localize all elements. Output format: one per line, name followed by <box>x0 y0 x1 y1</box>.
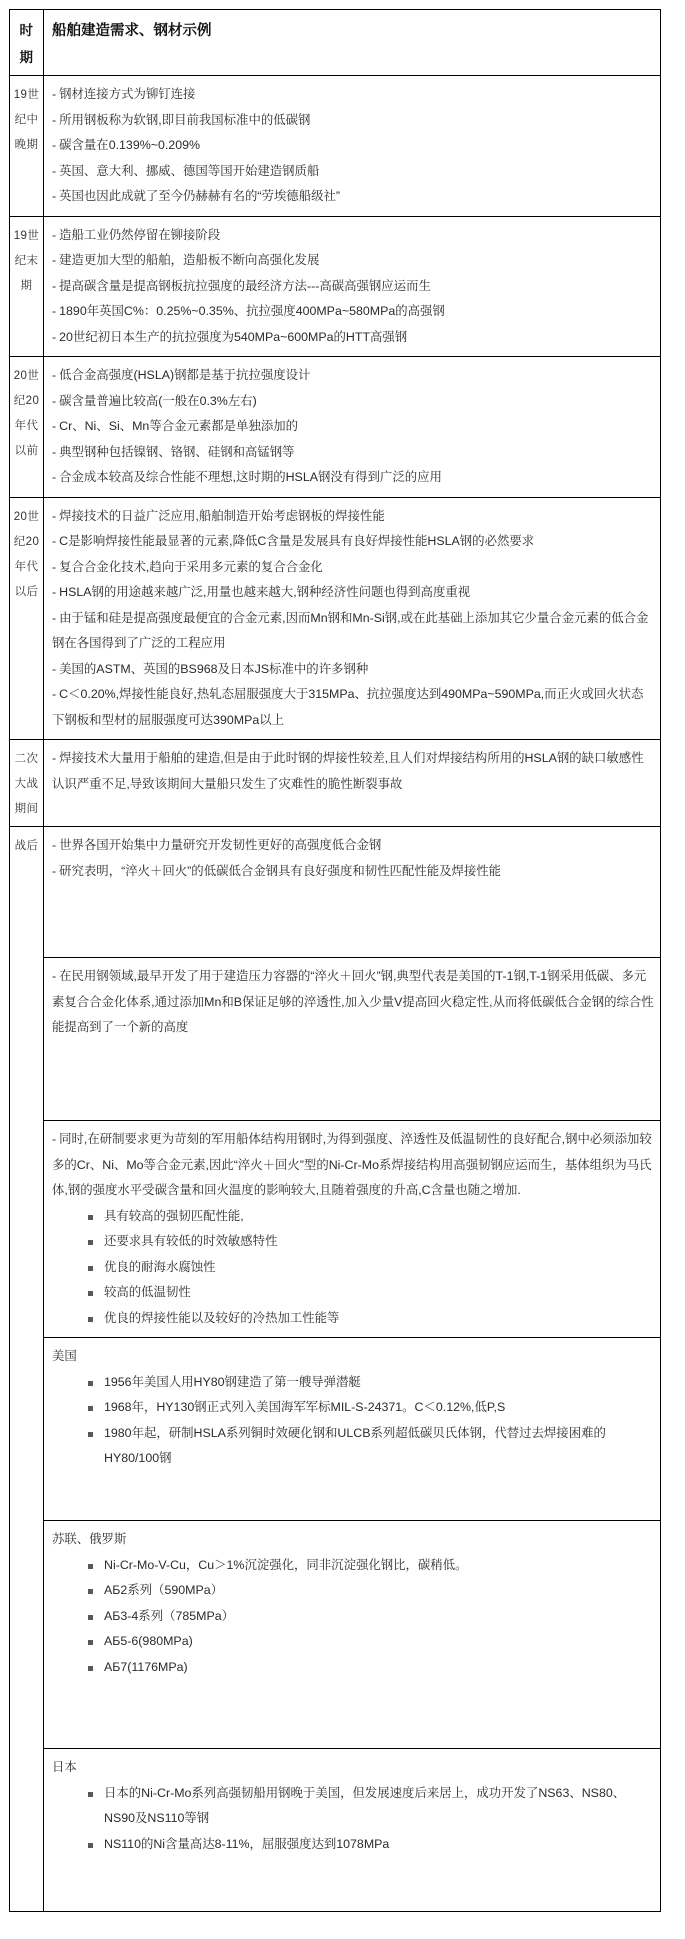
period-cell <box>10 497 44 740</box>
dash-line <box>52 184 654 210</box>
dash-line <box>52 133 654 159</box>
period-cell <box>10 216 44 357</box>
dash-line <box>52 325 654 351</box>
list-item <box>88 1306 654 1332</box>
period-label: 20世纪20年代以后 <box>13 510 40 598</box>
dash-marker: - <box>52 1132 57 1146</box>
dash-marker: - <box>52 559 57 574</box>
period-cell <box>10 76 44 217</box>
dash-marker: - <box>52 163 57 178</box>
dash-line <box>52 504 654 530</box>
dash-line <box>52 1127 654 1204</box>
list-item-text: 还要求具有较低的时效敏感特性 <box>104 1234 278 1248</box>
table-row <box>10 1121 661 1338</box>
period-label: 20世纪20年代以前 <box>13 370 40 457</box>
dash-marker: - <box>52 189 57 203</box>
dash-line <box>52 746 654 797</box>
country-title: 苏联、俄罗斯 <box>52 1532 127 1546</box>
list-item <box>88 1578 654 1604</box>
body-cell <box>44 1121 661 1338</box>
dash-marker: - <box>52 368 57 382</box>
table-row <box>10 216 661 357</box>
dash-marker: - <box>52 687 57 701</box>
dash-text: 同时,在研制要求更为苛刻的军用船体结构用钢时,为得到强度、淬透性及低温韧性的良好配合,钢中必须添加较多的Cr、Ni、Mo等合金元素,因此“淬火＋回火”型的Ni-Cr-Mo系焊接结构用高强韧钢应运而生，基体组织为马氏体,钢的强度水平受碳含量和回火温度的影响较大,且随着强度的升高,C含量也随之增加. <box>52 1132 652 1197</box>
dash-marker: - <box>52 470 57 484</box>
dash-line <box>52 108 654 134</box>
list-item-text: 具有较高的强韧匹配性能, <box>104 1208 244 1223</box>
dash-marker: - <box>52 393 57 408</box>
dash-marker: - <box>52 661 57 676</box>
dash-marker: - <box>52 585 57 599</box>
dash-marker: - <box>52 534 57 548</box>
dash-line <box>52 529 654 555</box>
table-row <box>10 1338 661 1521</box>
body-cell <box>44 827 661 958</box>
header-period-cell <box>10 10 44 76</box>
dash-marker: - <box>52 253 57 267</box>
dash-text: Cr、Ni、Si、Mn等合金元素都是单独添加的 <box>59 419 299 433</box>
dash-text: 在民用钢领域,最早开发了用于建造压力容器的“淬火＋回火”钢,典型代表是美国的T-1钢,T-1钢采用低碳、多元素复合合金化体系,通过添加Mn和B保证足够的淬透性,加入少量V提高回火稳定性,从而将低碳低合金钢的综合性能提高到了一个新的高度 <box>52 969 654 1034</box>
list-item-text: 1956年美国人用HY80钢建造了第一艘导弹潜艇 <box>104 1374 361 1389</box>
dash-text: C是影响焊接性能最显著的元素,降低C含量是发展具有良好焊接性能HSLA钢的必然要求 <box>59 534 535 548</box>
body-cell <box>44 76 661 217</box>
table-row <box>10 1749 661 1912</box>
table-body <box>10 10 661 1912</box>
body-cell <box>44 1521 661 1749</box>
dash-text: 焊接技术大量用于船舶的建造,但是由于此时钢的焊接性较差,且人们对焊接结构所用的HSLA钢的缺口敏感性认识严重不足,导致该期间大量船只发生了灾难性的脆性断裂事故 <box>52 751 644 791</box>
dash-marker: - <box>52 444 57 459</box>
list-item-text: АБ5-6(980MPa) <box>104 1634 193 1648</box>
dash-marker: - <box>52 419 57 433</box>
dash-text: 20世纪初日本生产的抗拉强度为540MPa~600MPa的HTT高强钢 <box>59 329 408 344</box>
dash-line <box>52 363 654 389</box>
list-item <box>88 1781 654 1832</box>
dash-line <box>52 833 654 859</box>
dash-line <box>52 859 654 885</box>
list-item-text: Ni-Cr-Mo-V-Cu，Cu＞1%沉淀强化，同非沉淀强化钢比，碳稍低。 <box>104 1557 468 1572</box>
period-label: 战后 <box>14 840 39 852</box>
list-item <box>88 1255 654 1281</box>
dash-marker: - <box>52 138 57 152</box>
list-item <box>88 1655 654 1681</box>
body-cell <box>44 958 661 1121</box>
country-title: 美国 <box>52 1349 77 1363</box>
dash-text: 合金成本较高及综合性能不理想,这时期的HSLA钢没有得到广泛的应用 <box>59 470 442 484</box>
list-item-text: NS110的Ni含量高达8-11%，屈服强度达到1078MPa <box>104 1836 390 1851</box>
dash-text: 英国、意大利、挪威、德国等国开始建造钢质船 <box>59 163 320 178</box>
list-item-text: АБ3-4系列（785MPa） <box>104 1608 235 1623</box>
period-cell <box>10 1338 44 1912</box>
period-label: 19世纪中晚期 <box>13 89 40 151</box>
shipbuilding-steel-history-table <box>9 9 661 1912</box>
dash-text: 碳含量普遍比较高(一般在0.3%左右) <box>59 393 257 408</box>
list-item-text: 优良的耐海水腐蚀性 <box>104 1259 216 1274</box>
dash-marker: - <box>52 304 57 318</box>
dash-text: 典型钢种包括镍钢、铬钢、硅钢和高锰钢等 <box>59 444 295 459</box>
body-cell <box>44 357 661 498</box>
country-bullet-list <box>52 1781 654 1858</box>
list-item <box>88 1395 654 1421</box>
list-item-text: 较高的低温韧性 <box>104 1285 191 1299</box>
period-cell <box>10 740 44 827</box>
table-row <box>10 357 661 498</box>
dash-marker: - <box>52 278 57 293</box>
dash-line <box>52 299 654 325</box>
dash-line <box>52 414 654 440</box>
dash-line <box>52 440 654 466</box>
dash-text: 研究表明，“淬火＋回火”的低碳低合金钢具有良好强度和韧性匹配性能及焊接性能 <box>59 863 502 878</box>
list-item-text: 日本的Ni-Cr-Mo系列高强韧船用钢晚于美国，但发展速度后来居上，成功开发了NS63、NS80、NS90及NS110等钢 <box>104 1785 626 1825</box>
dash-line <box>52 580 654 606</box>
body-cell <box>44 1749 661 1912</box>
dash-text: HSLA钢的用途越来越广泛,用量也越来越大,钢种经济性问题也得到高度重视 <box>59 585 471 599</box>
header-body-cell <box>44 10 661 76</box>
dash-text: 低合金高强度(HSLA)钢都是基于抗拉强度设计 <box>59 368 311 382</box>
dash-marker: - <box>52 610 57 625</box>
list-item-text: 优良的焊接性能以及较好的冷热加工性能等 <box>104 1310 340 1325</box>
list-item <box>88 1421 654 1472</box>
header-period-label: 时 期 <box>19 23 34 65</box>
header-body-label: 船舶建造需求、钢材示例 <box>52 23 212 39</box>
dash-text: 美国的ASTM、英国的BS968及日本JS标准中的许多钢种 <box>59 661 369 676</box>
dash-line <box>52 82 654 108</box>
dash-text: 钢材连接方式为铆钉连接 <box>59 87 196 101</box>
dash-marker: - <box>52 751 57 765</box>
table-row <box>10 1521 661 1749</box>
dash-marker: - <box>52 227 57 242</box>
period-label: 19世纪末期 <box>13 229 40 292</box>
table-header-row <box>10 10 661 76</box>
dash-line <box>52 555 654 581</box>
dash-marker: - <box>52 863 57 878</box>
dash-marker: - <box>52 112 57 127</box>
table-row <box>10 827 661 958</box>
dash-text: 英国也因此成就了至今仍赫赫有名的“劳埃德船级社” <box>59 189 340 203</box>
list-item-text: АБ2系列（590MPa） <box>104 1583 223 1597</box>
dash-line <box>52 682 654 733</box>
table-row <box>10 958 661 1121</box>
list-item <box>88 1204 654 1230</box>
list-item-text: АБ7(1176MPa) <box>104 1659 188 1674</box>
list-item <box>88 1629 654 1655</box>
body-cell <box>44 497 661 740</box>
dash-line <box>52 223 654 249</box>
period-cell <box>10 827 44 1338</box>
body-cell <box>44 740 661 827</box>
dash-marker: - <box>52 87 57 101</box>
dash-marker: - <box>52 969 57 983</box>
dash-text: 1890年英国C%：0.25%~0.35%、抗拉强度400MPa~580MPa的高强钢 <box>59 304 445 318</box>
dash-line <box>52 389 654 415</box>
list-item <box>88 1553 654 1579</box>
dash-line <box>52 274 654 300</box>
dash-line <box>52 159 654 185</box>
country-title: 日本 <box>52 1760 77 1774</box>
list-item <box>88 1832 654 1858</box>
dash-marker: - <box>52 329 57 344</box>
period-cell <box>10 357 44 498</box>
dash-line <box>52 964 654 1041</box>
dash-text: 焊接技术的日益广泛应用,船舶制造开始考虑钢板的焊接性能 <box>59 508 385 523</box>
dash-line <box>52 606 654 657</box>
dash-line <box>52 657 654 683</box>
table-row <box>10 76 661 217</box>
dash-text: 由于锰和硅是提高强度最便宜的合金元素,因而Mn钢和Mn-Si钢,或在此基础上添加其它少量合金元素的低合金钢在各国得到了广泛的工程应用 <box>52 610 649 650</box>
list-item <box>88 1229 654 1255</box>
dash-text: 复合合金化技术,趋向于采用多元素的复合合金化 <box>59 559 323 574</box>
list-item-text: 1980年起，研制HSLA系列铜时效硬化钢和ULCB系列超低碳贝氏体钢，代替过去焊接困难的HY80/100钢 <box>104 1425 606 1465</box>
dash-line <box>52 248 654 274</box>
dash-text: 提高碳含量是提高钢板抗拉强度的最经济方法---高碳高强钢应运而生 <box>59 278 431 293</box>
list-item <box>88 1370 654 1396</box>
dash-line <box>52 465 654 491</box>
dash-text: 造船工业仍然停留在铆接阶段 <box>59 227 221 242</box>
body-cell <box>44 216 661 357</box>
dash-marker: - <box>52 838 57 852</box>
list-item <box>88 1604 654 1630</box>
country-bullet-list <box>52 1370 654 1472</box>
requirements-list <box>52 1204 654 1332</box>
list-item <box>88 1280 654 1306</box>
dash-text: 碳含量在0.139%~0.209% <box>59 138 200 152</box>
dash-text: 建造更加大型的船舶，造船板不断向高强化发展 <box>59 253 320 267</box>
table-row <box>10 740 661 827</box>
period-label: 二次大战期间 <box>14 753 39 815</box>
table-row <box>10 497 661 740</box>
list-item-text: 1968年，HY130钢正式列入美国海军军标MIL-S-24371。C＜0.12%,低P,S <box>104 1400 506 1414</box>
dash-text: 世界各国开始集中力量研究开发韧性更好的高强度低合金钢 <box>59 838 382 852</box>
dash-text: C＜0.20%,焊接性能良好,热轧态屈服强度大于315MPa、抗拉强度达到490MPa~590MPa,而正火或回火状态下钢板和型材的屈服强度可达390MPa以上 <box>52 687 644 727</box>
dash-text: 所用钢板称为软钢,即目前我国标准中的低碳钢 <box>59 112 311 127</box>
body-cell <box>44 1338 661 1521</box>
country-bullet-list <box>52 1553 654 1681</box>
dash-marker: - <box>52 508 57 523</box>
